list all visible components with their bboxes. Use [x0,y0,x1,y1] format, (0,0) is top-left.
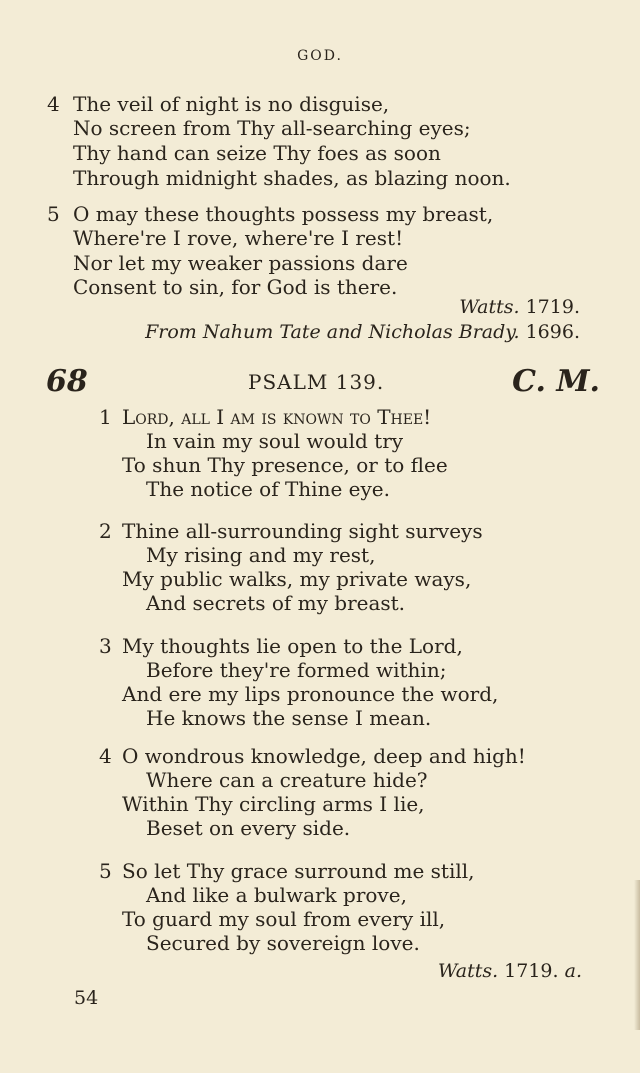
attribution-year: 1696. [525,321,580,343]
stanza-number: 1 [99,405,112,429]
verse-line: My thoughts lie open to the Lord, [122,634,463,658]
verse-line: And secrets of my breast. [146,591,406,615]
verse-line: Where can a creature hide? [146,768,428,792]
verse-line: Consent to sin, for God is there. [73,275,398,299]
verse-line: Through midnight shades, as blazing noon. [73,166,511,190]
attribution-note: a. [564,960,582,982]
verse-line: In vain my soul would try [146,429,404,453]
stanza-number: 5 [99,859,112,883]
verse-line: So let Thy grace surround me still, [122,859,475,883]
verse-line: Secured by sovereign love. [146,931,420,955]
verse-line: And like a bulwark prove, [146,883,407,907]
hymn-title: PSALM 139. [248,370,385,394]
verse-line: O wondrous knowledge, deep and high! [122,744,526,768]
hymn-number: 68 [46,364,88,399]
attribution-author: Watts. [459,296,520,318]
attribution-year: 1719. [525,296,580,318]
verse-line: Before they're formed within; [146,658,447,682]
attribution-author: Watts. [437,960,499,982]
verse-line: O may these thoughts possess my breast, [73,202,494,226]
attribution-author: From Nahum Tate and Nicholas Brady. [145,321,520,343]
attribution-year: 1719. [504,960,559,982]
page-number: 54 [74,987,99,1009]
attribution-line [438,960,582,982]
stanza-number: 3 [99,634,112,658]
verse-line: And ere my lips pronounce the word, [122,682,499,706]
verse-line: Thy hand can seize Thy foes as soon [73,141,441,165]
verse-line: The notice of Thine eye. [146,477,390,501]
verse-line: Beset on every side. [146,816,351,840]
verse-line: My rising and my rest, [146,543,376,567]
verse-line: To guard my soul from every ill, [122,907,446,931]
stanza-number: 5 [47,202,60,226]
verse-line: Within Thy circling arms I lie, [122,792,425,816]
verse-line: My public walks, my private ways, [122,567,472,591]
page-edge-shadow [634,880,640,1030]
running-header: GOD. [297,48,343,64]
verse-line: Lord, all I am is known to Thee! [122,405,432,429]
hymn-meter: C. M. [512,364,600,399]
attribution-line [459,296,580,318]
verse-line: Nor let my weaker passions dare [73,251,408,275]
attribution-line [145,321,580,343]
stanza-number: 4 [47,92,60,116]
verse-line: Where're I rove, where're I rest! [73,226,404,250]
stanza-number: 2 [99,519,112,543]
verse-line: Thine all-surrounding sight surveys [122,519,483,543]
stanza-number: 4 [99,744,112,768]
verse-line: The veil of night is no disguise, [73,92,390,116]
verse-line: He knows the sense I mean. [146,706,432,730]
verse-line: No screen from Thy all-searching eyes; [73,116,471,140]
verse-line: To shun Thy presence, or to flee [122,453,448,477]
